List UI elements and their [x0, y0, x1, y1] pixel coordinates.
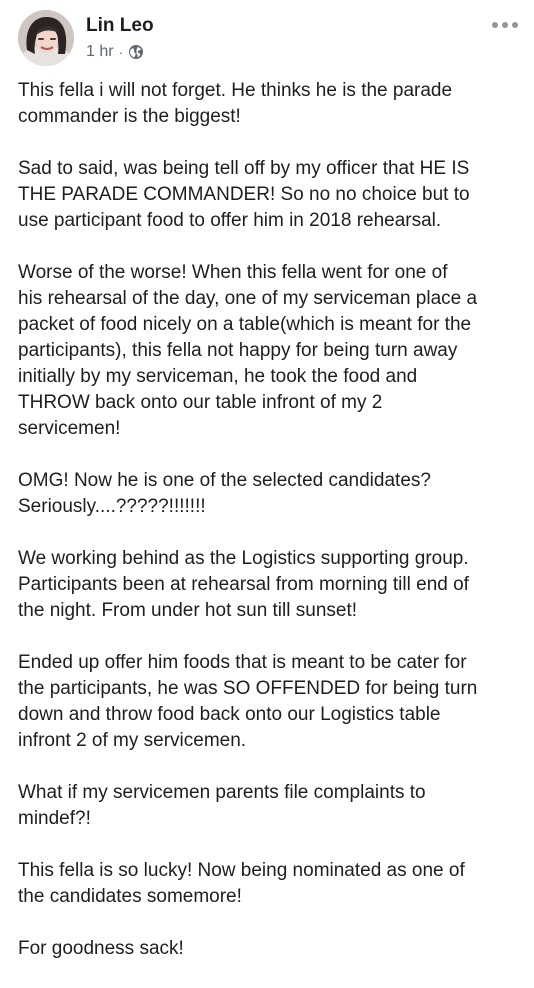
post-paragraph: We working behind as the Logistics supporting group. Participants been at rehearsal from morning till end of the night. From under hot sun till sunset! [18, 548, 469, 621]
globe-icon[interactable] [128, 44, 144, 60]
author-name[interactable]: Lin Leo [86, 15, 154, 36]
post-meta [86, 42, 144, 62]
post-paragraph: Worse of the worse! When this fella went for one of his rehearsal of the day, one of my serviceman place a packet of food nicely on a table(which is meant for the participants), this fella not happy for being turn away initially by my serviceman, he took the food and THROW back onto our table infront of my 2 servicemen! [18, 262, 478, 439]
post-paragraph: OMG! Now he is one of the selected candidates? Seriously....?????!!!!!!! [18, 470, 431, 517]
post-paragraph: What if my servicemen parents file complaints to mindef?! [18, 782, 426, 829]
more-dot [492, 22, 498, 28]
more-options-icon[interactable] [492, 18, 518, 32]
post-header [18, 10, 518, 68]
post-time[interactable]: 1 hr [86, 43, 114, 60]
more-dot [512, 22, 518, 28]
post-paragraph: For goodness sack! [18, 938, 184, 959]
post-paragraph: Ended up offer him foods that is meant to be cater for the participants, he was SO OFFENDED for being turn down and throw food back onto our Logistics table infront 2 of my servicemen. [18, 652, 478, 751]
post-paragraph: This fella i will not forget. He thinks he is the parade commander is the biggest! [18, 80, 453, 127]
post-paragraph: Sad to said, was being tell off by my officer that HE IS THE PARADE COMMANDER! So no no choice but to use participant food to offer him in 2018 rehearsal. [18, 158, 470, 231]
meta-separator: · [118, 44, 124, 60]
avatar[interactable] [18, 10, 74, 66]
post-body [18, 78, 523, 988]
post-paragraph: This fella is so lucky! Now being nominated as one of the candidates somemore! [18, 860, 465, 907]
profile-photo-icon [18, 10, 74, 66]
more-dot [502, 22, 508, 28]
